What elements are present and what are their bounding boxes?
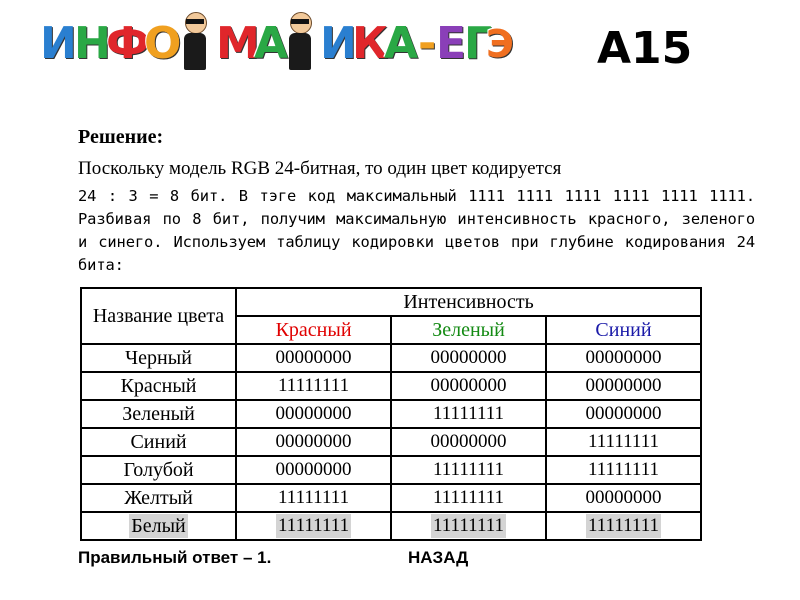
blue-value: 11111111 — [546, 456, 701, 484]
banner-letter: А — [384, 18, 419, 69]
cartoon-figure-icon — [287, 12, 313, 70]
table-row — [81, 400, 701, 428]
blue-value: 11111111 — [587, 515, 660, 536]
header-intensity: Интенсивность — [236, 288, 701, 316]
row-color-name-cell — [81, 512, 236, 540]
banner-letter: О — [144, 18, 182, 69]
red-value: 00000000 — [236, 428, 391, 456]
blue-value: 00000000 — [546, 400, 701, 428]
row-color-name: Синий — [81, 428, 236, 456]
correct-answer: Правильный ответ – 1. — [78, 548, 272, 567]
red-value: 00000000 — [236, 456, 391, 484]
task-code: А15 — [597, 23, 693, 74]
banner-letter: Г — [464, 18, 493, 69]
banner-letter: Э — [486, 22, 514, 66]
green-value: 00000000 — [391, 428, 546, 456]
row-color-name: Желтый — [81, 484, 236, 512]
blue-value: 00000000 — [546, 484, 701, 512]
red-value: 11111111 — [236, 372, 391, 400]
row-color-name: Зеленый — [81, 400, 236, 428]
table-row — [81, 512, 701, 540]
row-color-name: Черный — [81, 344, 236, 372]
red-value: 00000000 — [236, 344, 391, 372]
blue-value: 00000000 — [546, 344, 701, 372]
banner-letter: Е — [436, 18, 467, 69]
green-value: 00000000 — [391, 344, 546, 372]
table-row — [81, 456, 701, 484]
banner-letter: А — [254, 18, 289, 69]
informatika-ege-banner — [40, 8, 514, 83]
table-row — [81, 372, 701, 400]
banner-letter: М — [216, 18, 260, 69]
green-value: 00000000 — [391, 372, 546, 400]
green-value-cell — [391, 512, 546, 540]
green-value: 11111111 — [391, 456, 546, 484]
solution-intro: Поскольку модель RGB 24-битная, то один цвет кодируется — [78, 158, 562, 179]
header-red: Красный — [236, 316, 391, 344]
back-button[interactable]: НАЗАД — [408, 548, 469, 567]
banner-letter: И — [320, 18, 357, 69]
red-value: 00000000 — [236, 400, 391, 428]
banner-letter: И — [40, 18, 77, 69]
blue-value: 00000000 — [546, 372, 701, 400]
table-row — [81, 484, 701, 512]
red-value: 11111111 — [236, 484, 391, 512]
banner-letter: К — [352, 18, 388, 69]
red-value-cell — [236, 512, 391, 540]
banner-letter: Н — [74, 18, 111, 69]
solution-explanation: 24 : 3 = 8 бит. В тэге код максимальный 1111 1111 1111 1111 1111 1111. Разбивая по 8 бит, получим максимальную интенсивность красного, зеленого и синего. Используем таблицу кодировки цветов при глубине кодирования 24 бита: — [78, 187, 755, 274]
header-green: Зеленый — [391, 316, 546, 344]
green-value: 11111111 — [391, 400, 546, 428]
red-value: 11111111 — [278, 515, 350, 536]
color-encoding-table — [80, 287, 702, 541]
table-row — [81, 344, 701, 372]
blue-value: 11111111 — [546, 428, 701, 456]
header-blue: Синий — [546, 316, 701, 344]
cartoon-figure-icon — [182, 12, 208, 70]
banner-letter: - — [418, 18, 437, 69]
row-color-name: Белый — [131, 515, 186, 537]
row-color-name: Голубой — [81, 456, 236, 484]
solution-heading: Решение: — [78, 126, 164, 148]
green-value: 11111111 — [391, 484, 546, 512]
blue-value-cell — [546, 512, 701, 540]
green-value: 11111111 — [432, 515, 505, 536]
row-color-name: Красный — [81, 372, 236, 400]
header-color-name: Название цвета — [81, 288, 236, 344]
banner-letter: Ф — [106, 18, 150, 69]
table-row — [81, 428, 701, 456]
